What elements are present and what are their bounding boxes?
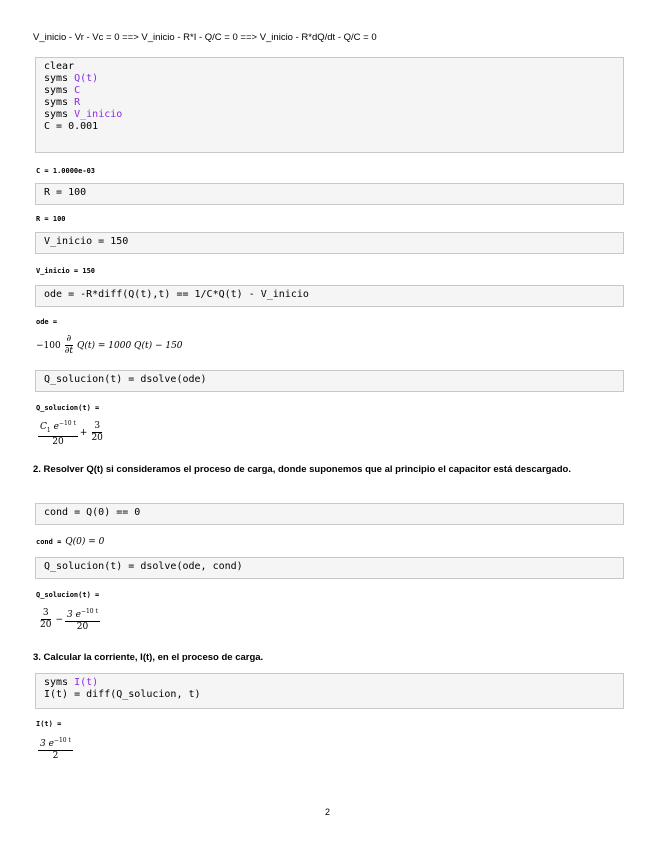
output-c: C = 1.0000e-03 (36, 167, 96, 175)
fraction-denominator: 2 (52, 751, 59, 761)
output-current-label: I(t) = (36, 720, 62, 728)
code-block-dsolve-cond[interactable] (35, 557, 624, 579)
output-qsolucion2-math (36, 606, 102, 633)
code-block-vinicio[interactable] (35, 232, 624, 254)
fraction-general-term (38, 418, 78, 448)
output-qsolucion-label: Q_solucion(t) = (36, 404, 100, 412)
math-term: Q(t) = 1000 Q(t) − 150 (77, 340, 183, 351)
code-line-vinicio: V_inicio = 150 (44, 236, 129, 247)
code-line-dsolve-cond: Q_solucion(t) = dsolve(ode, cond) (44, 561, 243, 572)
fraction-numerator: 3 (42, 608, 49, 618)
code-line-r: R = 100 (44, 187, 87, 198)
code-line-diff: I(t) = diff(Q_solucion, t) (44, 689, 201, 700)
code-line-clear: clear (44, 61, 75, 72)
code-line-dsolve: Q_solucion(t) = dsolve(ode) (44, 374, 207, 385)
output-current-math (36, 735, 75, 762)
fraction-numerator (38, 418, 78, 437)
math-term: e (53, 422, 59, 432)
math-operator: + (79, 427, 88, 438)
intro-equation: V_inicio - Vr - Vc = 0 ==> V_inicio - R*I - Q/C = 0 ==> V_inicio - R*dQ/dt - Q/C = 0 (33, 32, 377, 43)
output-vinicio: V_inicio = 150 (36, 267, 96, 275)
code-block-definitions[interactable] (35, 57, 624, 153)
syms-keyword: syms (44, 109, 69, 120)
math-term: 3 e (67, 610, 81, 620)
output-cond-label: cond = (36, 538, 62, 546)
math-operator: − (55, 614, 63, 625)
output-cond (36, 537, 104, 547)
code-line-syms-q (44, 73, 615, 85)
math-exponent: −10 t (58, 420, 76, 427)
fraction-constant (89, 421, 104, 444)
output-cond-math: Q(0) = 0 (65, 537, 105, 547)
fraction-current (38, 735, 73, 762)
fraction-denominator: 20 (76, 622, 89, 632)
math-term: C (40, 422, 47, 432)
code-line-cond: cond = Q(0) == 0 (44, 507, 141, 518)
code-line-syms-r (44, 97, 615, 109)
code-line-ode: ode = -R*diff(Q(t),t) == 1/C*Q(t) - V_inicio (44, 289, 309, 300)
fraction-numerator: ∂ (66, 334, 72, 344)
code-block-cond[interactable] (35, 503, 624, 525)
code-block-dsolve[interactable] (35, 370, 624, 392)
math-term: 3 e (40, 739, 54, 749)
code-block-r[interactable] (35, 183, 624, 205)
fraction-numerator (65, 606, 100, 622)
output-qsolucion-math (36, 418, 107, 448)
syms-variable: R (74, 97, 81, 108)
output-r: R = 100 (36, 215, 66, 223)
fraction-denominator: 20 (40, 620, 52, 630)
syms-keyword: syms (44, 85, 69, 96)
section-heading-2: 2. Resolver Q(t) si consideramos el proceso de carga, donde suponemos que al principio el capacitor está descargado. (33, 464, 571, 475)
fraction-exponential (65, 606, 100, 633)
fraction-numerator: 3 (94, 421, 101, 432)
section-heading-3: 3. Calcular la corriente, I(t), en el proceso de carga. (33, 652, 264, 663)
fraction-denominator: 20 (52, 436, 64, 447)
output-qsolucion2-label: Q_solucion(t) = (36, 591, 100, 599)
syms-variable: V_inicio (74, 109, 123, 120)
syms-variable: Q(t) (74, 73, 99, 84)
syms-variable: I(t) (74, 677, 99, 688)
math-term: −100 (36, 340, 61, 351)
code-block-ode[interactable] (35, 285, 624, 307)
fraction-constant (38, 608, 53, 631)
fraction-numerator (38, 735, 73, 751)
math-exponent: −10 t (80, 608, 98, 615)
syms-keyword: syms (44, 677, 69, 688)
code-line-c-assign: C = 0.001 (44, 121, 99, 132)
math-exponent: −10 t (53, 737, 71, 744)
fraction-denominator: 20 (91, 433, 103, 444)
syms-keyword: syms (44, 73, 69, 84)
code-block-current[interactable] (35, 673, 624, 709)
code-line-syms-c (44, 85, 615, 97)
page-number: 2 (324, 807, 330, 817)
syms-variable: C (74, 85, 81, 96)
derivative-fraction (63, 334, 75, 357)
output-ode-math (36, 334, 183, 357)
math-subscript: 1 (46, 426, 51, 434)
output-ode-label: ode = (36, 318, 58, 326)
fraction-denominator: ∂t (64, 346, 74, 356)
syms-keyword: syms (44, 97, 69, 108)
code-line-syms-vinicio (44, 109, 615, 121)
code-line-syms-i (44, 677, 615, 689)
